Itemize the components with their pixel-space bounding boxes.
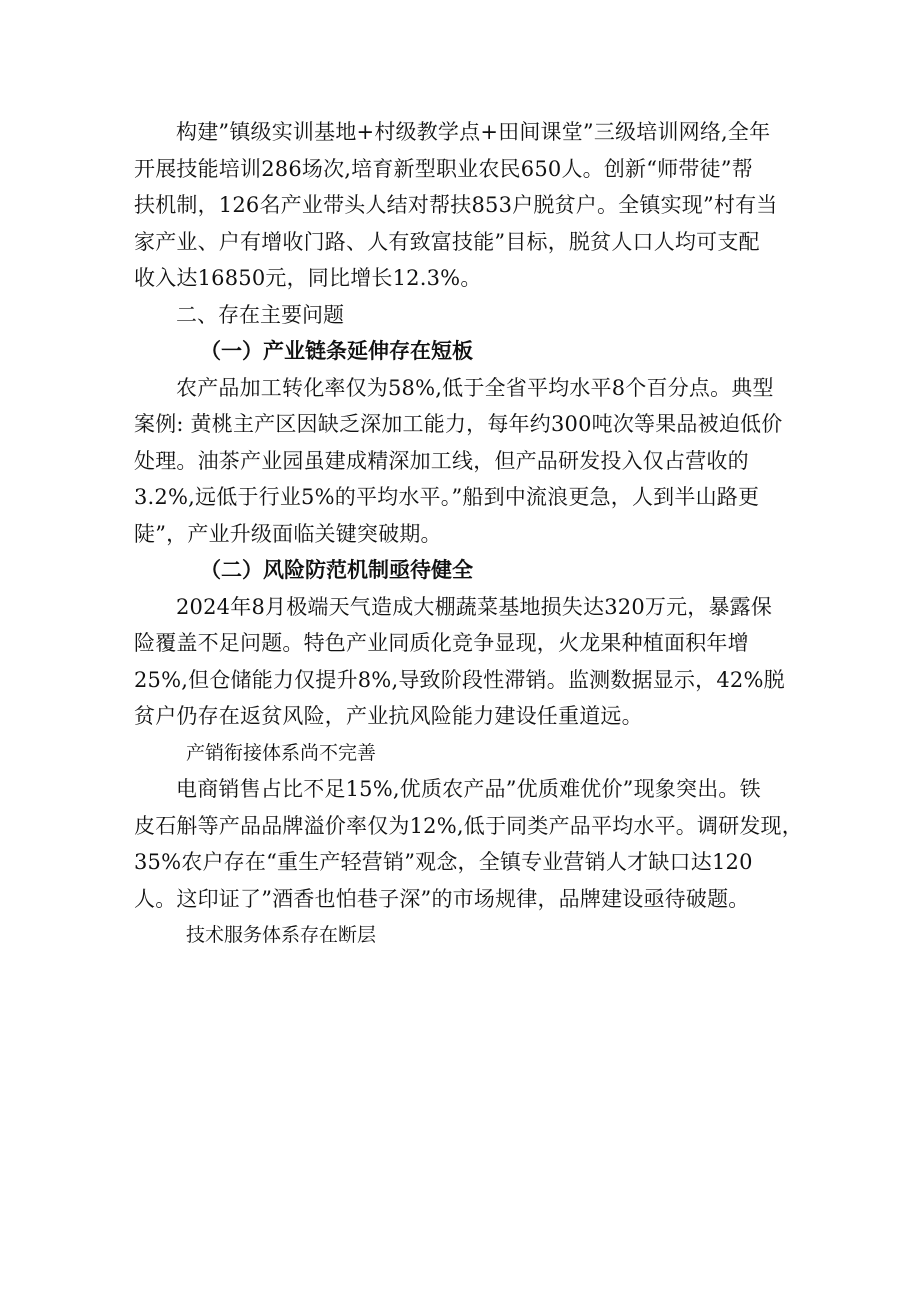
paragraph-line: 开展技能培训286场次,培育新型职业农民650人。创新“师带徒”帮 bbox=[134, 156, 753, 181]
paragraph-training-network bbox=[134, 114, 798, 297]
paragraph-line: 陡”，产业升级面临关键突破期。 bbox=[134, 521, 442, 546]
paragraph-line: 农产品加工转化率仅为58%,低于全省平均水平8个百分点。典型 bbox=[176, 375, 774, 400]
paragraph-line: 25%,但仓储能力仅提升8%,导致阶段性滞销。监测数据显示，42%脱 bbox=[134, 667, 785, 692]
subheading-industry-chain: （一）产业链条延伸存在短板 bbox=[200, 338, 473, 363]
paragraph-line: 家产业、户有增收门路、人有致富技能”目标，脱贫人口人均可支配 bbox=[134, 229, 760, 254]
paragraph-risk-prevention bbox=[134, 589, 798, 735]
paragraph-line: 电商销售占比不足15%,优质农产品”优质难优价”现象突出。铁 bbox=[176, 777, 761, 801]
paragraph-industry-chain bbox=[134, 370, 798, 553]
section-heading-main-problems: 二、存在主要问题 bbox=[176, 302, 344, 327]
paragraph-line: 案例: 黄桃主产区因缺乏深加工能力，每年约300吨次等果品被迫低价 bbox=[134, 412, 783, 436]
paragraph-line: 皮石斛等产品品牌溢价率仅为12%,低于同类产品平均水平。调研发现， bbox=[134, 813, 803, 838]
paragraph-line: 收入达16850元，同比增长12.3%。 bbox=[134, 266, 482, 290]
subheading-sales-connection: 产销衔接体系尚不完善 bbox=[186, 741, 377, 764]
paragraph-line: 贫户仍存在返贫风险，产业抗风险能力建设任重道远。 bbox=[134, 704, 643, 728]
paragraph-line: 险覆盖不足问题。特色产业同质化竞争显现，火龙果种植面积年增 bbox=[134, 631, 749, 655]
paragraph-sales-connection bbox=[134, 771, 803, 917]
paragraph-line: 构建”镇级实训基地+村级教学点+田间课堂”三级培训网络,全年 bbox=[176, 120, 771, 144]
paragraph-line: 人。这印证了”酒香也怕巷子深”的市场规律，品牌建设亟待破题。 bbox=[134, 886, 750, 911]
paragraph-line: 扶机制，126名产业带头人结对帮扶853户脱贫户。全镇实现”村有当 bbox=[134, 193, 778, 217]
subheading-tech-service: 技术服务体系存在断层 bbox=[186, 924, 377, 946]
paragraph-line: 3.2%,远低于行业5%的平均水平。”船到中流浪更急，人到半山路更 bbox=[134, 485, 760, 509]
document-body bbox=[134, 114, 803, 954]
paragraph-line: 处理。油茶产业园虽建成精深加工线，但产品研发投入仅占营收的 bbox=[134, 448, 749, 473]
paragraph-line: 2024年8月极端天气造成大棚蔬菜基地损失达320万元，暴露保 bbox=[176, 594, 773, 619]
subheading-risk-prevention: （二）风险防范机制亟待健全 bbox=[200, 557, 473, 582]
paragraph-line: 35%农户存在“重生产轻营销”观念，全镇专业营销人才缺口达120 bbox=[134, 850, 753, 874]
